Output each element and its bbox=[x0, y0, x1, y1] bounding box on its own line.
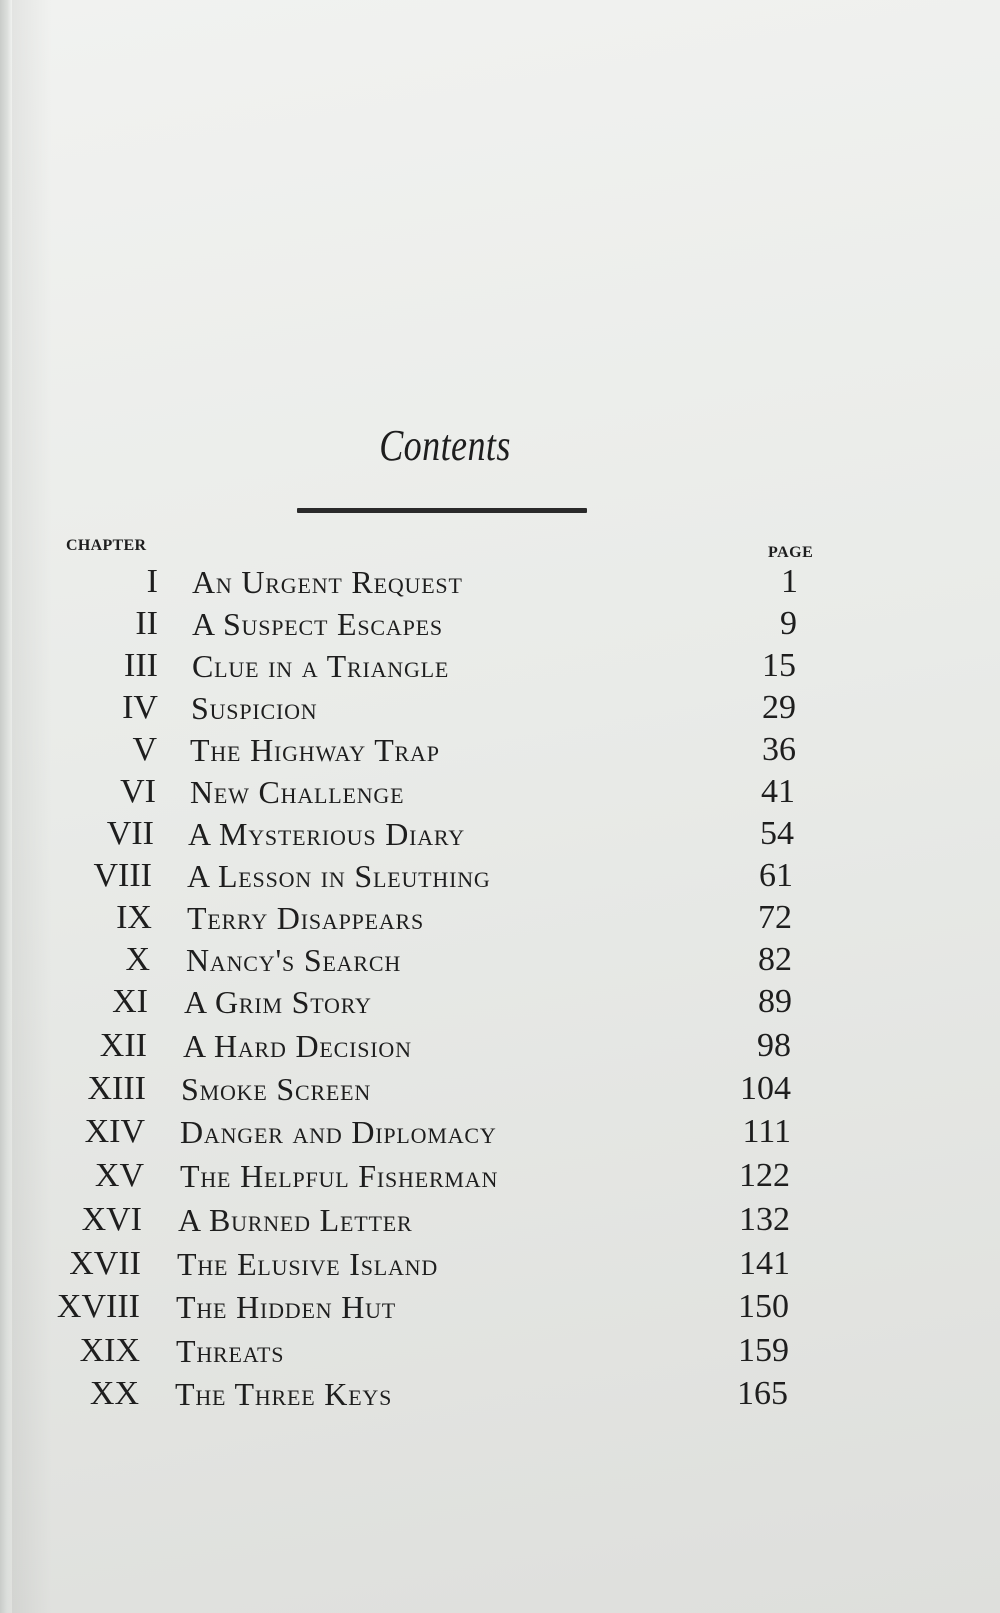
chapter-title: The Hidden Hut bbox=[176, 1289, 397, 1325]
chapter-title: Suspicion bbox=[191, 690, 318, 726]
page-number: 159 bbox=[738, 1332, 789, 1369]
chapter-numeral: II bbox=[135, 605, 158, 642]
toc-row bbox=[0, 814, 1000, 854]
chapter-numeral: X bbox=[125, 941, 150, 978]
chapter-numeral: XVI bbox=[81, 1201, 142, 1238]
chapter-numeral: I bbox=[146, 563, 158, 600]
page-title: Contents bbox=[379, 421, 511, 470]
toc-row bbox=[0, 1200, 1000, 1240]
chapter-title: Clue in a Triangle bbox=[192, 648, 450, 684]
page-number: 29 bbox=[762, 689, 796, 726]
chapter-title: The Elusive Island bbox=[177, 1246, 439, 1282]
page-column-header: PAGE bbox=[768, 544, 814, 561]
page-number: 15 bbox=[762, 647, 796, 684]
page-number: 72 bbox=[758, 899, 792, 936]
chapter-title: Terry Disappears bbox=[187, 900, 425, 936]
page-number: 82 bbox=[758, 941, 792, 978]
toc-row bbox=[0, 1156, 1000, 1196]
chapter-numeral: VII bbox=[106, 815, 154, 852]
toc-row bbox=[0, 1026, 1000, 1066]
toc-row bbox=[0, 772, 1000, 812]
toc-row bbox=[0, 1331, 1000, 1371]
page-number: 1 bbox=[781, 563, 798, 600]
chapter-title: The Helpful Fisherman bbox=[180, 1158, 499, 1194]
page-number: 54 bbox=[760, 815, 794, 852]
chapter-numeral: XVIII bbox=[56, 1288, 140, 1325]
toc-row bbox=[0, 1244, 1000, 1284]
page-number: 150 bbox=[738, 1288, 789, 1325]
page-number: 61 bbox=[759, 857, 793, 894]
chapter-title: An Urgent Request bbox=[192, 564, 463, 600]
page-number: 9 bbox=[780, 605, 797, 642]
toc-row bbox=[0, 1374, 1000, 1414]
chapter-numeral: XV bbox=[94, 1157, 144, 1194]
toc-row bbox=[0, 982, 1000, 1022]
chapter-numeral: V bbox=[132, 731, 157, 768]
chapter-title: A Mysterious Diary bbox=[188, 816, 465, 852]
page-number: 104 bbox=[740, 1070, 791, 1107]
chapter-numeral: XIV bbox=[84, 1113, 145, 1150]
title-rule-divider bbox=[297, 508, 587, 513]
toc-row bbox=[0, 688, 1000, 728]
chapter-title: A Lesson in Sleuthing bbox=[187, 858, 491, 894]
toc-row bbox=[0, 604, 1000, 644]
chapter-title: Nancy's Search bbox=[186, 942, 402, 978]
chapter-numeral: XIII bbox=[87, 1070, 146, 1107]
toc-row bbox=[0, 856, 1000, 896]
toc-row bbox=[0, 730, 1000, 770]
chapter-numeral: VI bbox=[120, 773, 156, 810]
chapter-numeral: XI bbox=[112, 983, 148, 1020]
page-number: 132 bbox=[739, 1201, 790, 1238]
toc-row bbox=[0, 562, 1000, 602]
toc-row bbox=[0, 1069, 1000, 1109]
chapter-title: Threats bbox=[176, 1333, 285, 1369]
chapter-title: New Challenge bbox=[190, 774, 405, 810]
page-number: 36 bbox=[762, 731, 796, 768]
chapter-numeral: VIII bbox=[93, 857, 152, 894]
chapter-numeral: IV bbox=[122, 689, 158, 726]
page-number: 111 bbox=[742, 1113, 791, 1150]
toc-row bbox=[0, 1287, 1000, 1327]
page-number: 165 bbox=[737, 1375, 788, 1412]
page-number: 89 bbox=[758, 983, 792, 1020]
chapter-title: A Grim Story bbox=[184, 984, 372, 1020]
chapter-numeral: XX bbox=[89, 1375, 139, 1412]
page-number: 98 bbox=[757, 1027, 791, 1064]
chapter-title: A Suspect Escapes bbox=[192, 606, 443, 642]
chapter-title: A Hard Decision bbox=[183, 1028, 412, 1064]
chapter-column-header: CHAPTER bbox=[66, 537, 147, 554]
chapter-numeral: XIX bbox=[79, 1332, 140, 1369]
chapter-numeral: III bbox=[124, 647, 158, 684]
toc-row bbox=[0, 646, 1000, 686]
page-number: 41 bbox=[761, 773, 795, 810]
toc-row bbox=[0, 898, 1000, 938]
toc-row bbox=[0, 1112, 1000, 1152]
chapter-title: Danger and Diplomacy bbox=[180, 1114, 497, 1150]
chapter-title: The Highway Trap bbox=[190, 732, 440, 768]
chapter-title: A Burned Letter bbox=[178, 1202, 413, 1238]
page-number: 141 bbox=[739, 1245, 790, 1282]
chapter-numeral: XII bbox=[99, 1027, 147, 1064]
chapter-numeral: IX bbox=[116, 899, 152, 936]
chapter-numeral: XVII bbox=[69, 1245, 141, 1282]
chapter-title: Smoke Screen bbox=[181, 1071, 372, 1107]
chapter-title: The Three Keys bbox=[175, 1376, 393, 1412]
toc-row bbox=[0, 940, 1000, 980]
page-number: 122 bbox=[739, 1157, 790, 1194]
